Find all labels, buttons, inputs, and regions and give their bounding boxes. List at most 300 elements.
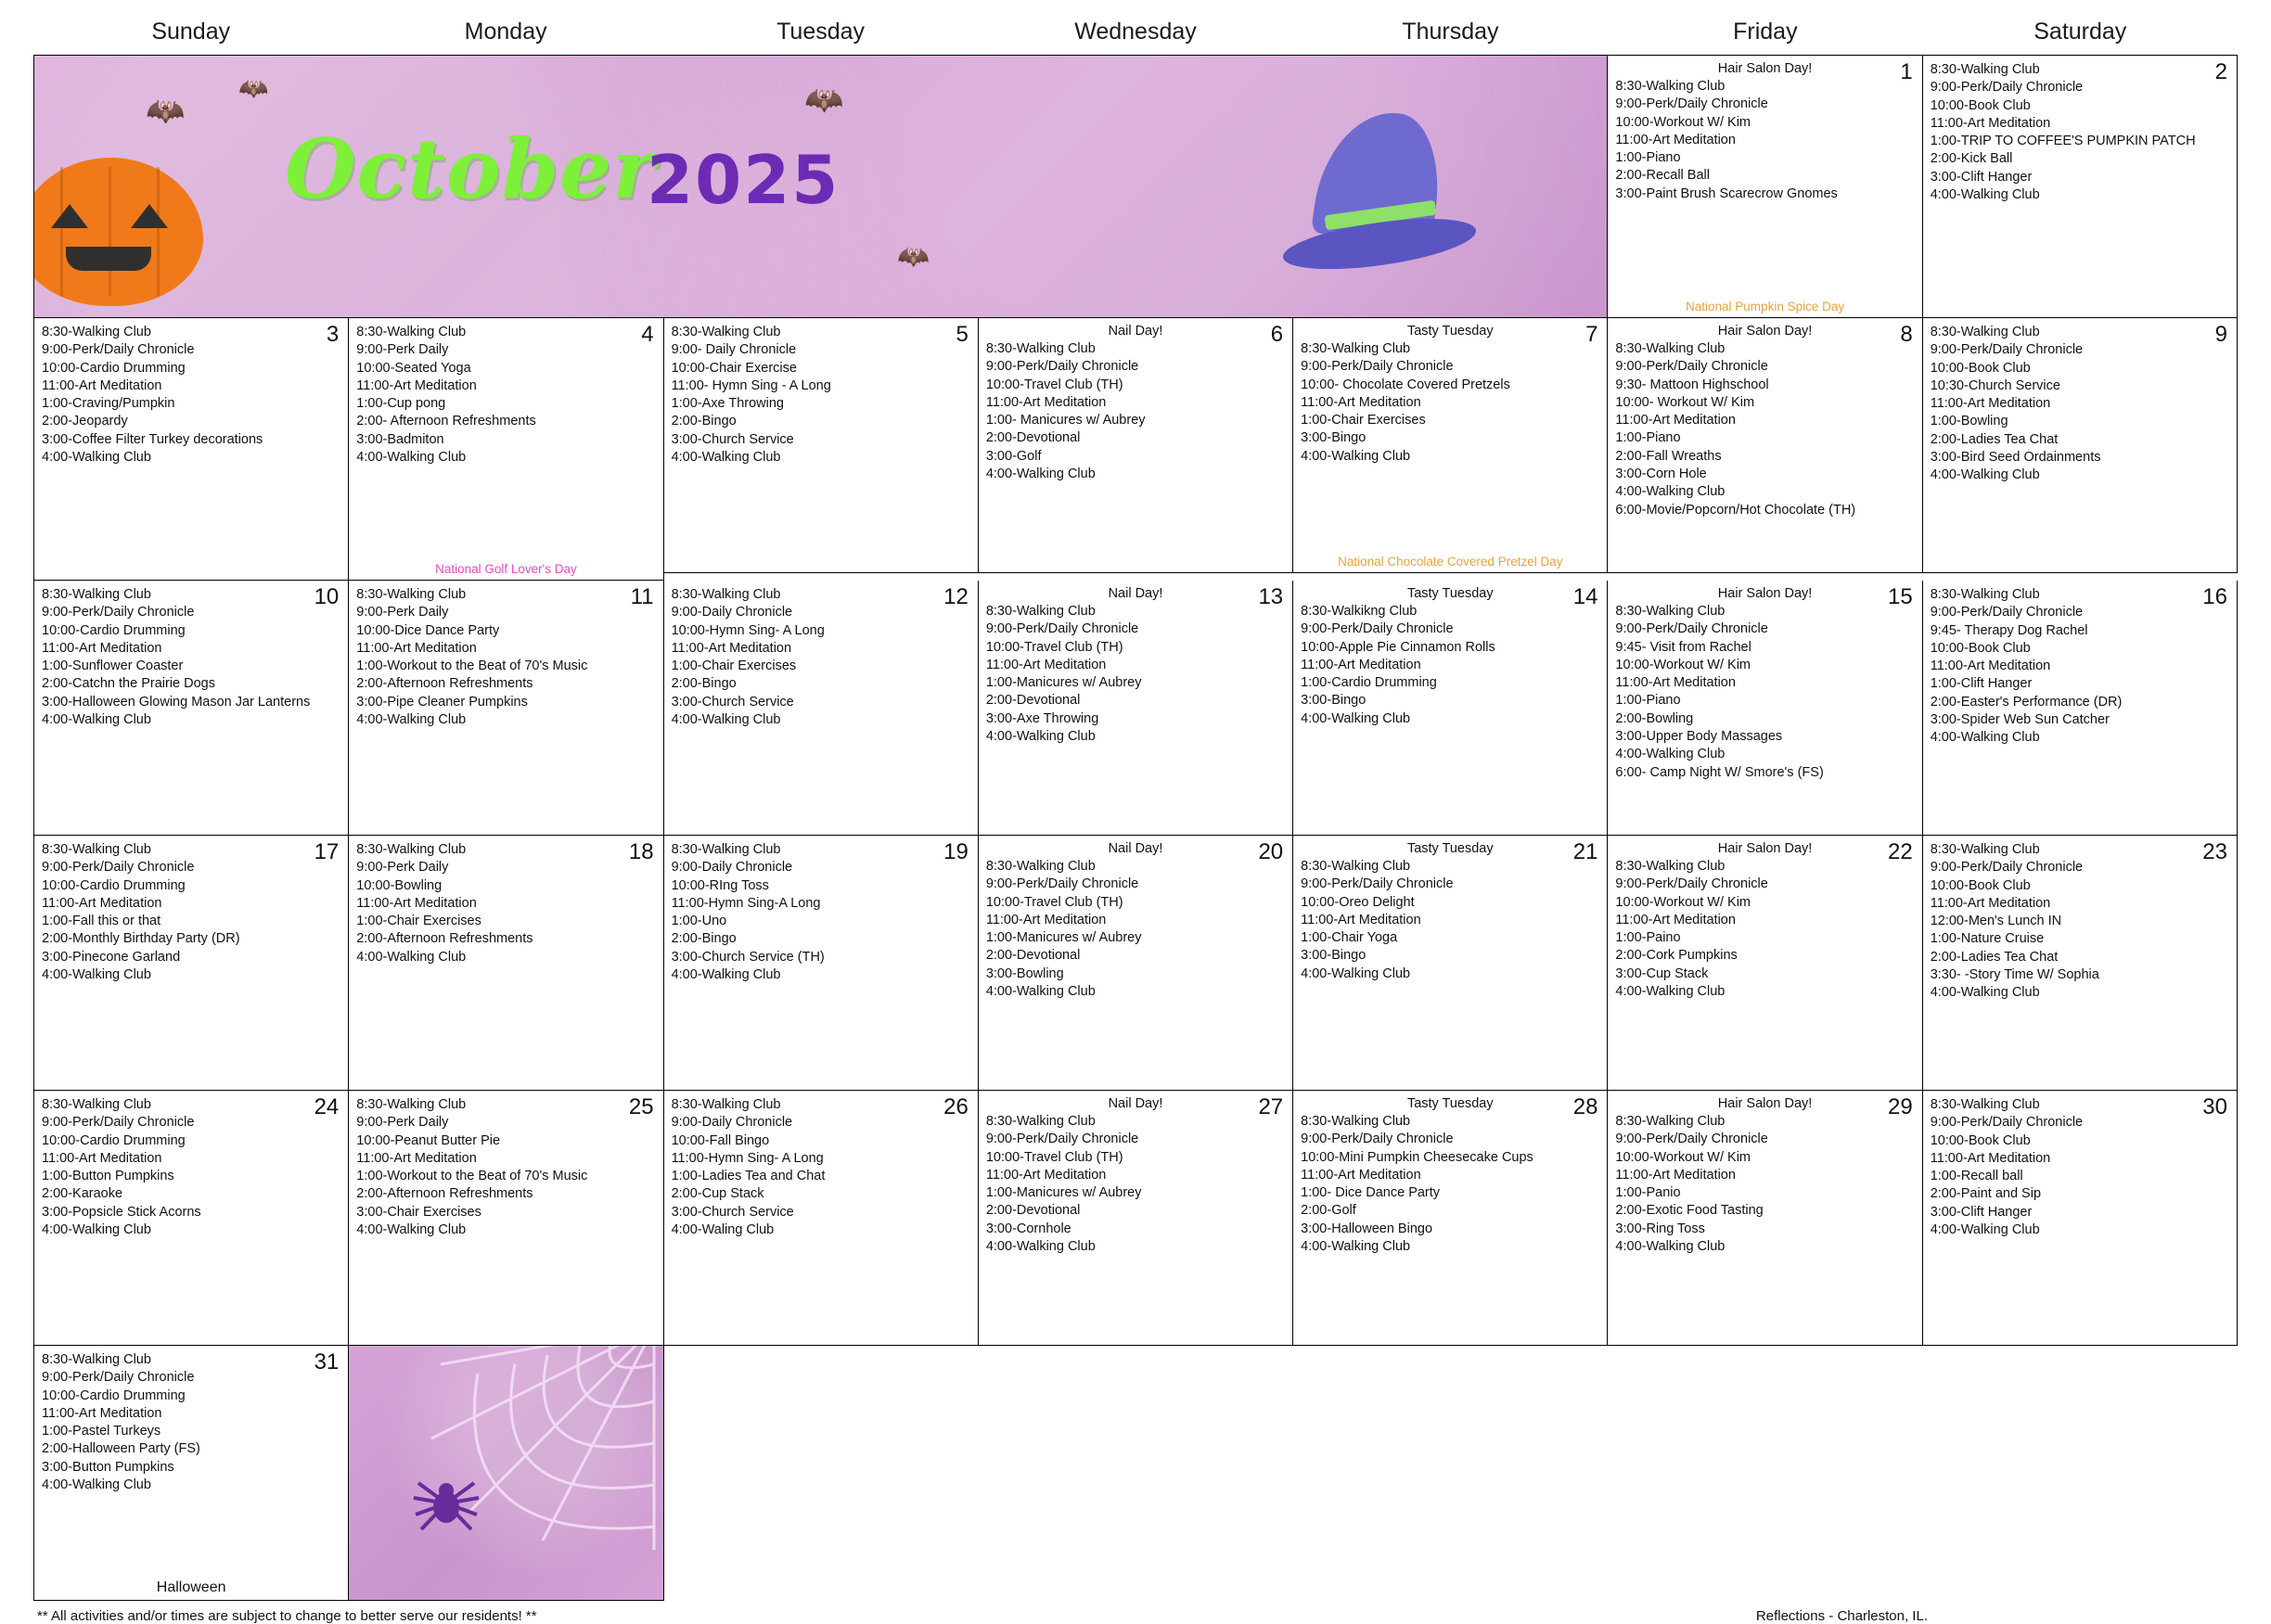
activity-item: 8:30-Walking Club	[356, 842, 467, 857]
day-special-title: Nail Day!	[1108, 586, 1163, 601]
activity-item: 11:00-Art Meditation	[1930, 396, 2051, 412]
activity-item: 2:00-Devotional	[985, 1203, 1081, 1219]
activity-item: 4:00-Walking Club	[671, 712, 781, 728]
activity-item: 10:00- Workout W/ Kim	[1615, 394, 1755, 410]
calendar-day-cell[interactable]	[349, 1091, 663, 1346]
activity-list	[42, 586, 340, 729]
activity-item: 2:00-Ladies Tea Chat	[1930, 949, 2059, 965]
dow-friday: Friday	[1733, 19, 1798, 45]
day-special-title: Hair Salon Day!	[1717, 841, 1813, 856]
activity-item: 1:00-Uno	[671, 914, 727, 929]
calendar-day-cell[interactable]	[979, 836, 1293, 1091]
day-special-title: Nail Day!	[1108, 841, 1163, 856]
activity-item: 8:30-Walking Club	[1301, 1114, 1411, 1129]
activity-item: 3:00-Church Service	[671, 694, 794, 710]
day-number: 1	[1900, 59, 1913, 84]
calendar-grid	[33, 55, 2238, 1601]
activity-list	[986, 858, 1285, 1001]
activity-item: 9:00-Perk/Daily Chronicle	[1301, 359, 1454, 375]
activity-item: 11:00-Hymn Sing-A Long	[671, 895, 821, 911]
activity-item: 1:00-Fall this or that	[42, 914, 161, 929]
bat-icon: 🦇	[238, 74, 269, 102]
activity-list	[356, 324, 655, 467]
activity-item: 4:00-Walking Club	[671, 967, 781, 983]
activity-item: 2:00-Halloween Party (FS)	[42, 1441, 200, 1457]
activity-item: 4:00-Walking Club	[42, 450, 151, 466]
activity-item: 8:30-Walking Club	[671, 587, 781, 602]
activity-item: 9:00-Perk Daily	[356, 860, 449, 876]
day-number: 24	[314, 1094, 340, 1119]
activity-item: 3:00-Bowling	[985, 965, 1064, 981]
calendar-day-cell[interactable]	[664, 581, 979, 836]
activity-item: 8:30-Walking Club	[1930, 325, 2040, 339]
dow-saturday: Saturday	[2034, 19, 2127, 45]
calendar-day-cell[interactable]	[34, 1091, 349, 1346]
activity-item: 2:00-Bingo	[671, 414, 737, 429]
activity-item: 10:00-Oreo Delight	[1301, 894, 1415, 910]
calendar-day-cell[interactable]	[34, 1346, 349, 1601]
activity-item: 9:00-Perk/Daily Chronicle	[1615, 359, 1768, 375]
banner-year: 2025	[647, 141, 840, 219]
day-number: 2	[2214, 59, 2227, 84]
activity-item: 10:00-Cardio Drumming	[42, 622, 186, 638]
activity-item: 10:00-Bowling	[356, 877, 443, 893]
activity-item: 2:00-Cup Stack	[671, 1186, 764, 1202]
activity-item: 9:00-Perk/Daily Chronicle	[42, 605, 195, 620]
activity-item: 8:30-Walking Club	[1615, 604, 1726, 619]
activity-list	[1301, 858, 1599, 983]
dow-wednesday: Wednesday	[1074, 19, 1197, 45]
day-special-title: Tasty Tuesday	[1406, 324, 1494, 339]
calendar-day-cell[interactable]	[349, 581, 663, 836]
activity-item: 11:00-Hymn Sing- A Long	[671, 1150, 824, 1166]
activity-item: 8:30-Walking Club	[1615, 341, 1726, 356]
calendar-day-cell[interactable]	[34, 318, 349, 581]
activity-item: 9:00-Perk/Daily Chronicle	[985, 621, 1139, 637]
activity-list	[1615, 1113, 1914, 1256]
activity-item: 4:00-Walking Club	[1301, 448, 1411, 464]
activity-item: 3:00-Golf	[985, 448, 1042, 464]
day-number: 20	[1258, 839, 1284, 864]
activity-item: 2:00-Jeopardy	[42, 414, 128, 429]
activity-item: 4:00-Walking Club	[1615, 484, 1726, 500]
activity-item: 8:30-Walking Club	[1301, 341, 1411, 356]
calendar-day-cell[interactable]	[664, 1091, 979, 1346]
activity-item: 9:00-Perk/Daily Chronicle	[1930, 605, 2084, 620]
activity-item: 1:00-Bowling	[1930, 414, 2008, 429]
calendar-day-cell[interactable]	[979, 581, 1293, 836]
activity-item: 9:00- Daily Chronicle	[671, 342, 797, 358]
activity-item: 2:00-Ladies Tea Chat	[1930, 431, 2059, 447]
activity-item: 11:00-Art Meditation	[1615, 912, 1736, 927]
activity-item: 4:00-Walking Club	[1301, 710, 1411, 726]
activity-item: 4:00-Walking Club	[1615, 1239, 1726, 1255]
activity-item: 1:00-Piano	[1615, 150, 1681, 166]
day-number: 15	[1888, 584, 1913, 609]
activity-list	[1931, 1096, 2229, 1239]
activity-item: 9:00-Perk/Daily Chronicle	[1615, 876, 1768, 892]
day-special-title: Hair Salon Day!	[1717, 324, 1813, 339]
day-number: 7	[1585, 322, 1598, 347]
activity-item: 10:00- Chocolate Covered Pretzels	[1301, 377, 1510, 392]
day-special-title: Hair Salon Day!	[1717, 61, 1813, 76]
activity-item: 9:00-Perk/Daily Chronicle	[1615, 621, 1768, 637]
activity-list	[672, 586, 970, 729]
activity-item: 9:00-Perk/Daily Chronicle	[1615, 96, 1768, 112]
activity-item: 11:00-Art Meditation	[42, 895, 162, 911]
activity-item: 1:00-Ladies Tea and Chat	[671, 1169, 826, 1184]
day-number: 11	[630, 584, 654, 609]
activity-item: 8:30-Walking Club	[42, 1097, 151, 1112]
activity-item: 9:00-Daily Chronicle	[671, 605, 793, 620]
calendar-day-cell[interactable]	[1293, 318, 1608, 573]
activity-item: 1:00-Paino	[1615, 930, 1681, 946]
activity-list	[986, 1113, 1285, 1256]
calendar-day-cell[interactable]	[1923, 836, 2238, 1091]
activity-list	[1301, 603, 1599, 728]
bat-icon: 🦇	[804, 83, 844, 118]
activity-item: 9:00-Perk/Daily Chronicle	[1930, 860, 2084, 876]
activity-item: 9:00-Perk/Daily Chronicle	[1930, 80, 2084, 96]
calendar-day-cell[interactable]	[349, 836, 663, 1091]
activity-item: 9:45- Visit from Rachel	[1615, 639, 1751, 655]
activity-item: 4:00-Walking Club	[356, 949, 467, 965]
day-number: 25	[628, 1094, 654, 1119]
activity-item: 4:00-Walking Club	[1930, 730, 2040, 746]
activity-item: 9:00-Perk Daily	[356, 1115, 449, 1131]
calendar-day-cell[interactable]	[1923, 56, 2238, 318]
activity-item: 3:00-Halloween Glowing Mason Jar Lanterns	[42, 694, 311, 710]
activity-item: 11:00-Art Meditation	[671, 640, 792, 656]
activity-item: 11:00-Art Meditation	[42, 1150, 162, 1166]
activity-item: 4:00-Walking Club	[1930, 1222, 2040, 1238]
activity-item: 11:00-Art Meditation	[985, 394, 1107, 410]
activity-item: 8:30-Walking Club	[1930, 587, 2040, 602]
activity-item: 11:00-Art Meditation	[985, 1167, 1107, 1183]
activity-item: 1:00-Piano	[1615, 693, 1681, 709]
dow-tuesday: Tuesday	[776, 19, 866, 45]
activity-item: 4:00-Walking Club	[1930, 985, 2040, 1001]
calendar-day-cell[interactable]	[979, 1091, 1293, 1346]
activity-item: 1:00-Recall ball	[1930, 1169, 2023, 1184]
activity-item: 8:30-Walkikng Club	[1301, 604, 1418, 619]
calendar-day-cell[interactable]	[1608, 581, 1922, 836]
activity-item: 3:00-Axe Throwing	[985, 710, 1099, 726]
day-number: 9	[2214, 322, 2227, 347]
activity-item: 4:00-Walking Club	[1301, 965, 1411, 981]
activity-item: 9:00-Perk/Daily Chronicle	[1930, 1115, 2084, 1131]
activity-item: 9:00-Perk Daily	[356, 342, 449, 358]
activity-item: 3:00-Bingo	[1301, 948, 1366, 964]
activity-item: 11:00- Hymn Sing - A Long	[671, 377, 831, 393]
activity-item: 2:00-Afternoon Refreshments	[356, 676, 533, 692]
activity-item: 8:30-Walking Club	[671, 842, 781, 857]
calendar-day-cell[interactable]	[1608, 1091, 1922, 1346]
activity-item: 3:00-Bingo	[1301, 430, 1366, 446]
activity-item: 6:00- Camp Night W/ Smore's (FS)	[1615, 764, 1824, 780]
activity-item: 8:30-Walking Club	[42, 325, 151, 339]
activity-item: 1:00-Axe Throwing	[671, 396, 784, 412]
activity-item: 11:00-Art Meditation	[1930, 115, 2051, 131]
activity-item: 2:00-Afternoon Refreshments	[356, 1186, 533, 1202]
activity-item: 10:00-Book Club	[1930, 1132, 2031, 1148]
page-footer	[33, 1601, 2238, 1624]
activity-item: 4:00-Walking Club	[1615, 747, 1726, 762]
activity-item: 8:30-Walking Club	[356, 587, 467, 602]
day-number: 22	[1888, 839, 1913, 864]
activity-item: 1:00-Cardio Drumming	[1301, 675, 1437, 691]
activity-item: 2:00-Recall Ball	[1615, 168, 1710, 184]
dow-thursday: Thursday	[1402, 19, 1499, 45]
activity-item: 10:00-Workout W/ Kim	[1615, 894, 1751, 910]
day-number: 19	[943, 839, 969, 864]
activity-list	[672, 324, 970, 467]
activity-item: 12:00-Men's Lunch IN	[1930, 914, 2062, 929]
activity-item: 2:00-Afternoon Refreshments	[356, 931, 533, 947]
activity-item: 2:00-Fall Wreaths	[1615, 448, 1722, 464]
activity-item: 10:30-Church Service	[1930, 377, 2060, 393]
activity-item: 2:00-Bingo	[671, 676, 737, 692]
activity-list	[1931, 324, 2229, 485]
activity-item: 3:00-Coffee Filter Turkey decorations	[42, 431, 263, 447]
calendar-day-cell[interactable]	[34, 581, 349, 836]
activity-item: 8:30-Walking Club	[42, 1352, 151, 1367]
activity-item: 3:00-Bird Seed Ordainments	[1930, 450, 2101, 466]
activity-item: 9:00-Perk/Daily Chronicle	[985, 359, 1139, 375]
activity-item: 11:00-Art Meditation	[1301, 912, 1421, 927]
activity-item: 1:00-Workout to the Beat of 70's Music	[356, 1169, 588, 1184]
activity-item: 10:00-Travel Club (TH)	[985, 1149, 1123, 1165]
activity-item: 4:00-Walking Club	[671, 450, 781, 466]
activity-item: 3:00-Church Service (TH)	[671, 949, 825, 965]
dow-sunday: Sunday	[151, 19, 231, 45]
activity-item: 9:00-Perk/Daily Chronicle	[42, 1115, 195, 1131]
activity-item: 1:00-Cup pong	[356, 396, 446, 412]
day-number: 18	[628, 839, 654, 864]
activity-item: 2:00-Karaoke	[42, 1186, 123, 1202]
day-number: 30	[2202, 1094, 2227, 1119]
calendar-day-cell[interactable]	[1293, 581, 1608, 836]
activity-item: 4:00-Waling Club	[671, 1222, 775, 1238]
activity-list	[1615, 603, 1914, 782]
activity-item: 11:00-Art Meditation	[42, 640, 162, 656]
activity-item: 2:00-Devotional	[985, 430, 1081, 446]
activity-item: 9:00-Perk/Daily Chronicle	[1301, 1132, 1454, 1147]
activity-item: 8:30-Walking Club	[1615, 79, 1726, 94]
activity-item: 1:00-Chair Yoga	[1301, 930, 1398, 946]
activity-item: 2:00-Bingo	[671, 931, 737, 947]
activity-item: 4:00-Walking Club	[985, 467, 1096, 482]
day-number: 27	[1258, 1094, 1284, 1119]
activity-item: 3:00-Corn Hole	[1615, 467, 1707, 482]
day-number: 31	[314, 1349, 340, 1375]
activity-item: 3:00-Chair Exercises	[356, 1204, 481, 1220]
activity-item: 2:00-Paint and Sip	[1930, 1186, 2042, 1202]
activity-item: 11:00-Art Meditation	[356, 1150, 477, 1166]
activity-item: 10:00-Travel Club (TH)	[985, 377, 1123, 392]
activity-item: 11:00-Art Meditation	[1301, 657, 1421, 672]
activity-item: 10:00-Book Club	[1930, 360, 2031, 376]
activity-item: 9:00-Perk/Daily Chronicle	[1615, 1132, 1768, 1147]
activity-item: 10:00-Book Club	[1930, 97, 2031, 113]
activity-item: 4:00-Walking Club	[356, 712, 467, 728]
activity-item: 8:30-Walking Club	[1615, 859, 1726, 874]
activity-item: 9:00-Perk/Daily Chronicle	[42, 860, 195, 876]
activity-item: 2:00-Cork Pumpkins	[1615, 948, 1738, 964]
activity-item: 8:30-Walking Club	[356, 325, 467, 339]
day-number: 10	[314, 584, 340, 609]
activity-item: 8:30-Walking Club	[1615, 1114, 1726, 1129]
activity-item: 8:30-Walking Club	[671, 1097, 781, 1112]
calendar-day-cell[interactable]	[1608, 836, 1922, 1091]
activity-item: 1:00-Nature Cruise	[1930, 931, 2045, 947]
calendar-day-cell[interactable]	[1923, 318, 2238, 573]
activity-item: 4:00-Walking Club	[356, 1222, 467, 1238]
activity-item: 8:30-Walking Club	[356, 1097, 467, 1112]
activity-item: 4:00-Walking Club	[42, 1477, 151, 1493]
activity-item: 11:00-Art Meditation	[1615, 132, 1736, 147]
calendar-day-cell[interactable]	[1608, 318, 1922, 573]
activity-list	[986, 603, 1285, 746]
activity-item: 10:00-Mini Pumpkin Cheesecake Cups	[1301, 1149, 1533, 1165]
activity-item: 11:00-Art Meditation	[1301, 1167, 1421, 1183]
activity-item: 4:00-Walking Club	[985, 729, 1096, 745]
witch-hat-icon	[1282, 111, 1495, 278]
activity-item: 10:00-Travel Club (TH)	[985, 639, 1123, 655]
day-observance-note: National Pumpkin Spice Day	[1686, 300, 1845, 313]
calendar-day-cell[interactable]	[664, 318, 979, 573]
activity-item: 2:00-Exotic Food Tasting	[1615, 1203, 1764, 1219]
activity-item: 2:00-Golf	[1301, 1203, 1356, 1219]
banner-month: October	[285, 121, 657, 217]
activity-item: 11:00-Art Meditation	[356, 895, 477, 911]
day-special-title: Tasty Tuesday	[1406, 586, 1494, 601]
activity-item: 3:00-Badmiton	[356, 431, 444, 447]
day-special-title: Hair Salon Day!	[1717, 1096, 1813, 1111]
activity-list	[356, 1096, 655, 1239]
activity-item: 1:00- Dice Dance Party	[1301, 1185, 1441, 1201]
activity-item: 10:00-Hymn Sing- A Long	[671, 622, 825, 638]
day-number: 8	[1900, 322, 1913, 347]
activity-item: 8:30-Walking Club	[42, 842, 151, 857]
activity-item: 1:00-Button Pumpkins	[42, 1169, 174, 1184]
activity-item: 3:00-Church Service	[671, 1204, 794, 1220]
day-special-title: Nail Day!	[1108, 1096, 1163, 1111]
activity-item: 4:00-Walking Club	[42, 1222, 151, 1238]
activity-item: 9:00-Perk/Daily Chronicle	[1930, 342, 2084, 358]
activity-list	[42, 1351, 340, 1494]
activity-item: 3:00-Ring Toss	[1615, 1221, 1705, 1236]
calendar-day-cell[interactable]	[979, 318, 1293, 573]
dow-monday: Monday	[464, 19, 547, 45]
calendar-day-cell[interactable]	[1608, 56, 1922, 318]
activity-item: 11:00-Art Meditation	[1930, 659, 2051, 674]
calendar-day-cell[interactable]	[34, 836, 349, 1091]
activity-item: 1:00-Workout to the Beat of 70's Music	[356, 659, 588, 674]
bat-icon: 🦇	[897, 242, 930, 271]
calendar-day-cell[interactable]	[1293, 1091, 1608, 1346]
activity-list	[42, 841, 340, 984]
activity-list	[42, 324, 340, 467]
day-number: 5	[956, 322, 969, 347]
activity-item: 3:00-Spider Web Sun Catcher	[1930, 712, 2110, 728]
activity-item: 3:00-Clift Hanger	[1930, 169, 2033, 185]
activity-list	[356, 586, 655, 729]
day-of-week-header	[33, 15, 2238, 55]
activity-item: 1:00-Chair Exercises	[671, 659, 797, 674]
activity-item: 9:00-Perk/Daily Chronicle	[1301, 621, 1454, 637]
activity-list	[1301, 1113, 1599, 1256]
day-special-title: Tasty Tuesday	[1406, 841, 1494, 856]
calendar-day-cell[interactable]	[1923, 1091, 2238, 1346]
activity-item: 4:00-Walking Club	[1930, 187, 2040, 203]
day-number: 3	[326, 322, 340, 347]
activity-item: 1:00-Clift Hanger	[1930, 676, 2033, 692]
day-observance-note: Halloween	[156, 1579, 226, 1595]
footer-facility: Reflections - Charleston, IL.	[1755, 1608, 1928, 1624]
activity-item: 10:00-Cardio Drumming	[42, 360, 186, 376]
activity-item: 9:00-Perk/Daily Chronicle	[1301, 876, 1454, 892]
activity-item: 10:00-Book Club	[1930, 640, 2031, 656]
activity-item: 9:00-Perk/Daily Chronicle	[42, 342, 195, 358]
activity-item: 4:00-Walking Club	[1615, 984, 1726, 1000]
activity-item: 11:00-Art Meditation	[1615, 1167, 1736, 1183]
day-observance-note: National Golf Lover's Day	[435, 562, 577, 576]
day-number: 28	[1572, 1094, 1598, 1119]
activity-item: 6:00-Movie/Popcorn/Hot Chocolate (TH)	[1615, 502, 1856, 518]
activity-item: 10:00-Dice Dance Party	[356, 622, 500, 638]
calendar-day-cell[interactable]	[664, 836, 979, 1091]
calendar-day-cell[interactable]	[1293, 836, 1608, 1091]
activity-item: 1:00-Pastel Turkeys	[42, 1424, 161, 1439]
calendar-day-cell[interactable]	[349, 318, 663, 581]
activity-item: 3:00-Pinecone Garland	[42, 949, 181, 965]
activity-item: 2:00-Monthly Birthday Party (DR)	[42, 931, 240, 947]
activity-item: 1:00-Sunflower Coaster	[42, 659, 184, 674]
activity-item: 10:00-Workout W/ Kim	[1615, 1149, 1751, 1165]
calendar-banner-artwork	[34, 56, 1608, 318]
activity-item: 3:00-Clift Hanger	[1930, 1204, 2033, 1220]
activity-item: 2:00-Kick Ball	[1930, 151, 2013, 167]
activity-item: 3:00-Bingo	[1301, 693, 1366, 709]
day-number: 21	[1572, 839, 1598, 864]
activity-item: 10:00-Workout W/ Kim	[1615, 114, 1751, 130]
activity-item: 3:00-Button Pumpkins	[42, 1459, 174, 1475]
activity-list	[1615, 340, 1914, 519]
activity-item: 8:30-Walking Club	[985, 1114, 1096, 1129]
activity-item: 8:30-Walking Club	[1930, 1097, 2040, 1112]
activity-item: 11:00-Art Meditation	[1930, 1150, 2051, 1166]
day-number: 26	[943, 1094, 969, 1119]
day-special-title: Tasty Tuesday	[1406, 1096, 1494, 1111]
activity-item: 3:00-Popsicle Stick Acorns	[42, 1204, 201, 1220]
activity-item: 1:00-Manicures w/ Aubrey	[985, 930, 1142, 946]
bat-icon: 🦇	[146, 94, 186, 129]
calendar-day-cell[interactable]	[1923, 581, 2238, 836]
day-number: 29	[1888, 1094, 1913, 1119]
activity-item: 4:00-Walking Club	[1301, 1239, 1411, 1255]
activity-list	[672, 1096, 970, 1239]
activity-list	[42, 1096, 340, 1239]
day-number: 6	[1270, 322, 1284, 347]
activity-item: 1:00-TRIP TO COFFEE'S PUMPKIN PATCH	[1930, 134, 2196, 149]
activity-item: 8:30-Walking Club	[1930, 842, 2040, 857]
day-number: 16	[2202, 584, 2227, 609]
activity-list	[1615, 858, 1914, 1001]
activity-item: 9:00-Daily Chronicle	[671, 860, 793, 876]
activity-list	[986, 340, 1285, 483]
activity-item: 8:30-Walking Club	[42, 587, 151, 602]
